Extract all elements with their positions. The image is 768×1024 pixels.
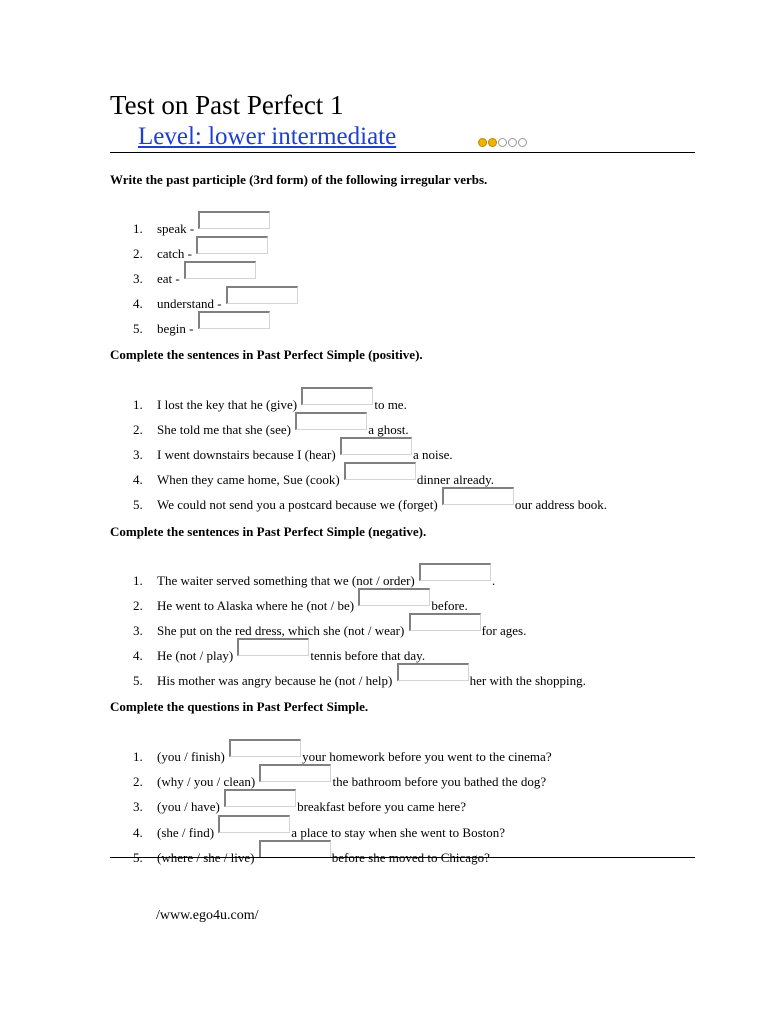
item-number: 5. [133,321,143,336]
item-suffix: a ghost. [368,422,409,437]
list-item [133,437,453,462]
answer-input[interactable] [340,437,412,455]
item-number: 1. [133,221,143,236]
answer-input[interactable] [198,211,270,229]
item-number: 1. [133,749,143,764]
answer-input[interactable] [196,236,268,254]
item-prompt: We could not send you a postcard because we (forget) [157,497,438,512]
item-prompt: When they came home, Sue (cook) [157,472,340,487]
list-item [133,789,466,814]
list-item [133,487,607,512]
list-item [133,764,547,789]
list-item [133,387,407,412]
answer-input[interactable] [198,311,270,329]
answer-input[interactable] [419,563,491,581]
list-item [133,663,586,688]
item-number: 2. [133,774,143,789]
item-prompt: The waiter served something that we (not / order) [157,573,415,588]
item-number: 2. [133,598,143,613]
answer-input[interactable] [301,387,373,405]
answer-input[interactable] [226,286,298,304]
item-suffix: before. [431,598,468,613]
answer-input[interactable] [237,638,309,656]
item-number: 5. [133,850,143,865]
section-1-heading: Write the past participle (3rd form) of the following irregular verbs. [110,172,488,187]
answer-input[interactable] [397,663,469,681]
item-prompt: (she / find) [157,825,215,840]
list-item [133,588,468,613]
item-suffix: to me. [374,397,407,412]
item-prompt: begin - [157,321,194,336]
list-item [133,638,426,663]
item-number: 3. [133,623,143,638]
item-number: 4. [133,648,143,663]
item-suffix: the bathroom before you bathed the dog? [332,774,547,789]
answer-input[interactable] [184,261,256,279]
item-suffix: her with the shopping. [469,673,586,688]
section-4-heading: Complete the questions in Past Perfect Simple. [110,699,369,714]
item-suffix: before she moved to Chicago? [331,850,490,865]
item-number: 2. [133,422,143,437]
list-item [133,261,257,286]
item-prompt: (where / she / live) [157,850,255,865]
answer-input[interactable] [224,789,296,807]
answer-input[interactable] [358,588,430,606]
level-dot-empty [498,138,507,147]
item-number: 3. [133,271,143,286]
level-dot-filled [478,138,487,147]
answer-input[interactable] [218,815,290,833]
answer-input[interactable] [295,412,367,430]
answer-input[interactable] [259,840,331,858]
list-item [133,412,409,437]
item-prompt: (why / you / clean) [157,774,256,789]
list-item [133,563,496,588]
level-dot-empty [508,138,517,147]
list-item [133,236,269,261]
item-number: 1. [133,397,143,412]
item-suffix: a place to stay when she went to Boston? [291,825,506,840]
list-item [133,815,506,840]
item-number: 3. [133,447,143,462]
item-number: 4. [133,296,143,311]
item-prompt: eat - [157,271,180,286]
item-suffix: dinner already. [416,472,495,487]
item-prompt: (you / finish) [157,749,225,764]
list-item [133,211,271,236]
item-number: 5. [133,497,143,512]
answer-input[interactable] [442,487,514,505]
item-prompt: I went downstairs because I (hear) [157,447,336,462]
item-prompt: He went to Alaska where he (not / be) [157,598,355,613]
item-prompt: He (not / play) [157,648,234,663]
item-prompt: She put on the red dress, which she (not / wear) [157,623,405,638]
item-suffix: our address book. [514,497,607,512]
item-prompt: speak - [157,221,195,236]
item-number: 4. [133,472,143,487]
level-indicator [478,138,528,148]
item-prompt: (you / have) [157,799,220,814]
item-prompt: I lost the key that he (give) [157,397,298,412]
item-number: 1. [133,573,143,588]
item-suffix: a noise. [412,447,453,462]
item-suffix: for ages. [481,623,527,638]
answer-input[interactable] [344,462,416,480]
level-dot-empty [518,138,527,147]
level-link[interactable]: Level: lower intermediate [138,123,397,150]
item-suffix: . [492,573,496,588]
item-number: 3. [133,799,143,814]
page-title: Test on Past Perfect 1 [110,90,344,120]
list-item [133,286,299,311]
level-dot-filled [488,138,497,147]
item-prompt: catch - [157,246,193,261]
list-item [133,613,527,638]
item-prompt: She told me that she (see) [157,422,291,437]
item-suffix: breakfast before you came here? [297,799,466,814]
list-item [133,311,271,336]
bottom-divider [110,857,695,858]
section-3-heading: Complete the sentences in Past Perfect Simple (negative). [110,524,427,539]
item-prompt: understand - [157,296,222,311]
item-number: 5. [133,673,143,688]
item-number: 2. [133,246,143,261]
item-suffix: tennis before that day. [310,648,426,663]
answer-input[interactable] [409,613,481,631]
item-number: 4. [133,825,143,840]
answer-input[interactable] [259,764,331,782]
item-prompt: His mother was angry because he (not / help) [157,673,393,688]
top-divider [110,152,695,153]
footer-url: /www.ego4u.com/ [156,908,259,923]
section-2-heading: Complete the sentences in Past Perfect Simple (positive). [110,347,423,362]
list-item [133,462,495,487]
list-item [133,739,552,764]
answer-input[interactable] [229,739,301,757]
item-suffix: your homework before you went to the cinema? [302,749,552,764]
